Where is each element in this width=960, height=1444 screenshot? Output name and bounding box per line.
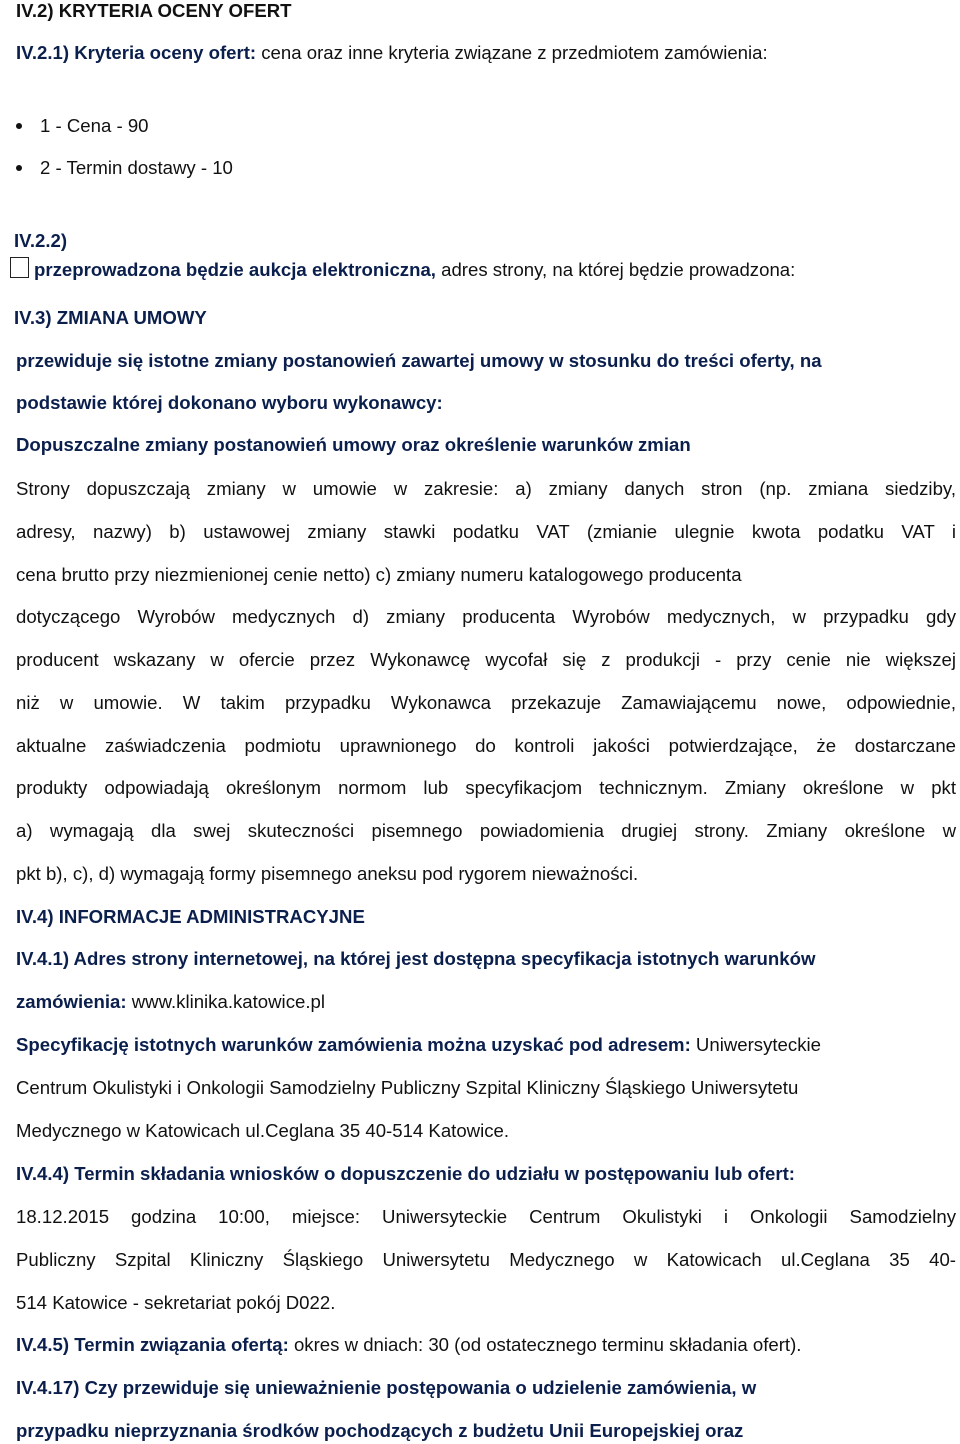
- iv22-text: adres strony, na której będzie prowadzona:: [435, 259, 796, 280]
- section-heading-iv2: IV.2) KRYTERIA OCENY OFERT: [16, 0, 292, 21]
- iv21-line: [16, 42, 768, 64]
- iv44-line: Publiczny Szpital Kliniczny Śląskiego Uniwersytetu Medycznego w Katowicach ul.Ceglana 35 40-: [16, 1249, 956, 1270]
- iv41-url-line: [16, 991, 325, 1013]
- iv3-paragraph-line: cena brutto przy niezmienionej cenie netto) c) zmiany numeru katalogowego producenta: [16, 564, 742, 585]
- section-heading-iv3: IV.3) ZMIANA UMOWY: [14, 307, 207, 328]
- iv3-paragraph-line: dotyczącego Wyrobów medycznych d) zmiany producenta Wyrobów medycznych, w przypadku gdy: [16, 606, 956, 627]
- iv3-paragraph-line: produkty odpowiadają określonym normom lub specyfikacjom technicznym. Zmiany określone w pkt: [16, 777, 956, 798]
- spec-line: Medycznego w Katowicach ul.Ceglana 35 40-514 Katowice.: [16, 1120, 510, 1141]
- iv3-bold-line: podstawie której dokonano wyboru wykonawcy:: [16, 392, 443, 413]
- iv3-paragraph-line: Strony dopuszczają zmiany w umowie w zakresie: a) zmiany danych stron (np. zmiana siedziby,: [16, 478, 956, 499]
- iv44-bold-line: IV.4.4) Termin składania wniosków o dopuszczenie do udziału w postępowaniu lub ofert:: [16, 1163, 795, 1184]
- iv417-bold-line: przypadku nieprzyznania środków pochodzących z budżetu Unii Europejskiej oraz: [16, 1420, 744, 1441]
- iv21-text: cena oraz inne kryteria związane z przedmiotem zamówienia:: [256, 42, 768, 63]
- spec-label: Specyfikację istotnych warunków zamówienia można uzyskać pod adresem:: [16, 1034, 691, 1055]
- iv41-url[interactable]: www.klinika.katowice.pl: [126, 991, 325, 1012]
- spec-line: Centrum Okulistyki i Onkologii Samodzielny Publiczny Szpital Kliniczny Śląskiego Uniwersytetu: [16, 1077, 799, 1098]
- criterion-item: 1 - Cena - 90: [40, 115, 149, 136]
- iv3-paragraph-line: pkt b), c), d) wymagają formy pisemnego aneksu pod rygorem nieważności.: [16, 863, 639, 884]
- iv41-label: zamówienia:: [16, 991, 127, 1012]
- iv3-paragraph-line: adresy, nazwy) b) ustawowej zmiany stawki podatku VAT (zmianie ulegnie kwota podatku VAT i: [16, 521, 956, 542]
- spec-line: [16, 1034, 821, 1056]
- iv3-paragraph-line: producent wskazany w ofercie przez Wykonawcę wycofał się z produkcji - przy cenie nie większej: [16, 649, 956, 670]
- iv45-text: okres w dniach: 30 (od ostatecznego terminu składania ofert).: [288, 1334, 802, 1355]
- checkbox-icon[interactable]: [10, 257, 29, 278]
- iv3-paragraph-line: niż w umowie. W takim przypadku Wykonawca przekazuje Zamawiającemu nowe, odpowiednie,: [16, 692, 956, 713]
- iv22-line: [34, 259, 795, 281]
- iv417-bold-line: IV.4.17) Czy przewiduje się unieważnienie postępowania o udzielenie zamówienia, w: [16, 1377, 757, 1398]
- iv22-bold: przeprowadzona będzie aukcja elektroniczna,: [34, 259, 436, 280]
- criterion-item: 2 - Termin dostawy - 10: [40, 157, 233, 178]
- iv41-bold-line: IV.4.1) Adres strony internetowej, na której jest dostępna specyfikacja istotnych warunków: [16, 948, 816, 969]
- section-heading-iv4: IV.4) INFORMACJE ADMINISTRACYJNE: [16, 906, 365, 927]
- iv3-bold-line: Dopuszczalne zmiany postanowień umowy oraz określenie warunków zmian: [16, 434, 691, 455]
- iv45-label: IV.4.5) Termin związania ofertą:: [16, 1334, 289, 1355]
- bullet-icon: [16, 165, 22, 171]
- iv44-line: 514 Katowice - sekretariat pokój D022.: [16, 1292, 336, 1313]
- iv3-paragraph-line: aktualne zaświadczenia podmiotu uprawnionego do kontroli jakości potwierdzające, że dostarczane: [16, 735, 956, 756]
- bullet-icon: [16, 123, 22, 129]
- iv44-line: 18.12.2015 godzina 10:00, miejsce: Uniwersyteckie Centrum Okulistyki i Onkologii Samodzielny: [16, 1206, 956, 1227]
- spec-text: Uniwersyteckie: [690, 1034, 821, 1055]
- iv22-label: IV.2.2): [14, 230, 68, 251]
- iv45-line: [16, 1334, 801, 1356]
- iv21-label: IV.2.1) Kryteria oceny ofert:: [16, 42, 257, 63]
- iv3-paragraph-line: a) wymagają dla swej skuteczności pisemnego powiadomienia drugiej strony. Zmiany określone w: [16, 820, 956, 841]
- iv3-bold-line: przewiduje się istotne zmiany postanowień zawartej umowy w stosunku do treści oferty, na: [16, 350, 822, 371]
